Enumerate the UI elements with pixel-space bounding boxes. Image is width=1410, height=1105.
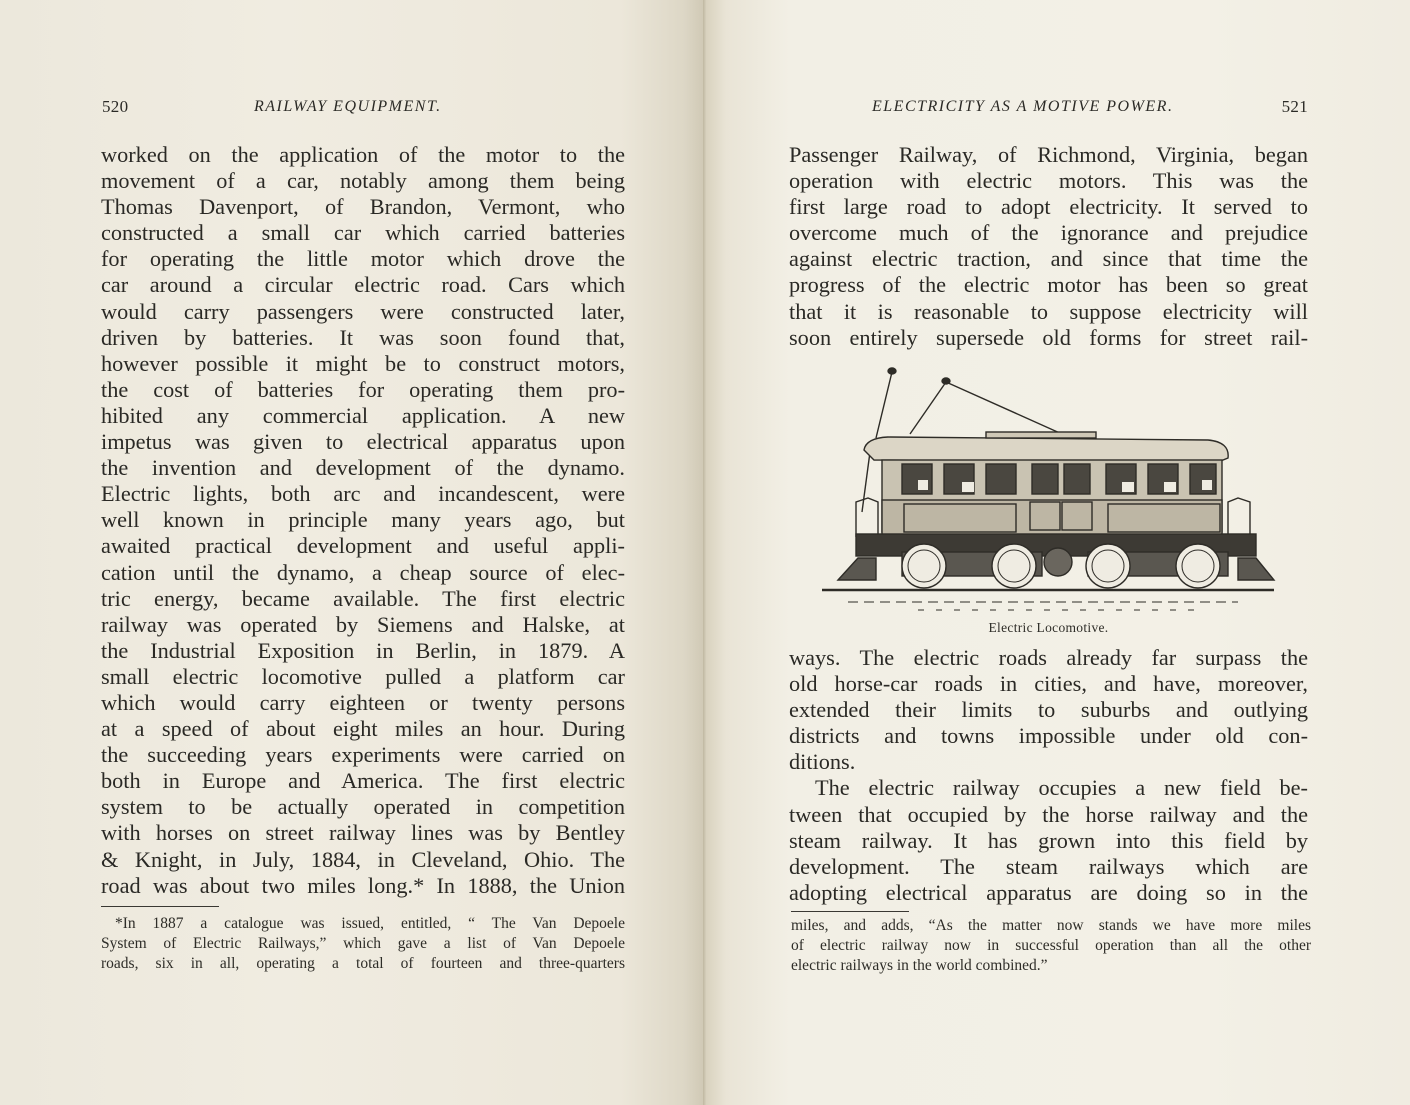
text-line: that it is reasonable to suppose electricity will bbox=[789, 298, 1308, 324]
footnote-line: roads, six in all, operating a total of fourteen and three-quarters bbox=[101, 955, 625, 973]
page-number: 521 bbox=[1281, 97, 1308, 116]
text-line: tween that occupied by the horse railway and the bbox=[789, 801, 1308, 827]
text-line: constructed a small car which carried batteries bbox=[101, 220, 625, 246]
left-body-text bbox=[101, 142, 625, 899]
footnote-divider bbox=[791, 911, 909, 912]
text-line: both in Europe and America. The first electric bbox=[101, 768, 625, 794]
text-line: with horses on street railway lines was by Bentley bbox=[101, 820, 625, 846]
text-line: which would carry eighteen or twenty persons bbox=[101, 689, 625, 715]
text-line: development. The steam railways which are bbox=[789, 853, 1308, 879]
text-line: the succeeding years experiments were carried on bbox=[101, 742, 625, 768]
right-footnote bbox=[791, 916, 1311, 977]
text-line: Passenger Railway, of Richmond, Virginia, began bbox=[789, 142, 1308, 167]
text-line: for operating the little motor which drove the bbox=[101, 246, 625, 272]
figure-caption: Electric Locomotive. bbox=[988, 620, 1109, 635]
text-line: driven by batteries. It was soon found that, bbox=[101, 324, 625, 350]
footnote-line: miles, and adds, “As the matter now stands we have more miles bbox=[791, 917, 1311, 934]
text-line: hibited any commercial application. A new bbox=[101, 402, 625, 428]
book-gutter bbox=[703, 0, 706, 1105]
footnote-line: electric railways in the world combined.” bbox=[791, 957, 1048, 975]
text-line: operation with electric motors. This was the bbox=[789, 168, 1308, 194]
text-line: the invention and development of the dynamo. bbox=[101, 455, 625, 481]
text-line: adopting electrical apparatus are doing so in the bbox=[789, 879, 1308, 905]
text-line: & Knight, in July, 1884, in Cleveland, Ohio. The bbox=[101, 846, 625, 872]
text-line: steam railway. It has grown into this field by bbox=[789, 827, 1308, 853]
text-line: well known in principle many years ago, but bbox=[101, 507, 625, 533]
text-line: tric energy, became available. The first electric bbox=[101, 585, 625, 611]
text-line: movement of a car, notably among them being bbox=[101, 168, 625, 194]
right-body-text-bottom bbox=[789, 645, 1308, 906]
left-running-head bbox=[102, 95, 627, 119]
text-line: the cost of batteries for operating them pro- bbox=[101, 376, 625, 402]
locomotive-icon bbox=[818, 362, 1278, 620]
text-line: awaited practical development and useful appli- bbox=[101, 533, 625, 559]
right-body-text-top bbox=[789, 142, 1308, 351]
left-footnote bbox=[101, 914, 625, 975]
text-line: at a speed of about eight miles an hour. During bbox=[101, 716, 625, 742]
text-line: against electric traction, and since that time the bbox=[789, 246, 1308, 272]
footnote-line: *In 1887 a catalogue was issued, entitled, “ The Van Depoele bbox=[115, 915, 625, 932]
text-line: Electric lights, both arc and incandescent, were bbox=[101, 481, 625, 507]
running-head-title: RAILWAY EQUIPMENT. bbox=[254, 98, 442, 115]
text-line: progress of the electric motor has been so great bbox=[789, 272, 1308, 298]
electric-locomotive-illustration bbox=[818, 362, 1278, 620]
text-line: road was about two miles long.* In 1888, the Union bbox=[101, 872, 625, 898]
text-line: system to be actually operated in competition bbox=[101, 794, 625, 820]
text-line: however possible it might be to construct motors, bbox=[101, 350, 625, 376]
text-line: impetus was given to electrical apparatus upon bbox=[101, 429, 625, 455]
text-line: railway was operated by Siemens and Halske, at bbox=[101, 611, 625, 637]
text-line: soon entirely supersede old forms for street rail- bbox=[789, 324, 1308, 350]
footnote-divider bbox=[101, 906, 219, 907]
text-line: ways. The electric roads already far surpass the bbox=[789, 645, 1308, 670]
footnote-line: System of Electric Railways,” which gave a list of Van Depoele bbox=[101, 935, 625, 953]
page-number: 520 bbox=[102, 97, 129, 116]
text-line: overcome much of the ignorance and prejudice bbox=[789, 220, 1308, 246]
footnote-line: of electric railway now in successful operation than all the other bbox=[791, 937, 1311, 955]
text-line: first large road to adopt electricity. It served to bbox=[789, 194, 1308, 220]
text-line: Thomas Davenport, of Brandon, Vermont, who bbox=[101, 194, 625, 220]
text-line: extended their limits to suburbs and outlying bbox=[789, 697, 1308, 723]
text-line: the Industrial Exposition in Berlin, in 1879. A bbox=[101, 637, 625, 663]
text-line: districts and towns impossible under old con- bbox=[789, 723, 1308, 749]
text-line: worked on the application of the motor to the bbox=[101, 142, 625, 167]
text-line: would carry passengers were constructed later, bbox=[101, 298, 625, 324]
running-head-title: ELECTRICITY AS A MOTIVE POWER. bbox=[872, 98, 1174, 115]
text-line: The electric railway occupies a new field be- bbox=[815, 775, 1308, 801]
text-line: small electric locomotive pulled a platform car bbox=[101, 663, 625, 689]
text-line: car around a circular electric road. Cars which bbox=[101, 272, 625, 298]
text-line: ditions. bbox=[789, 749, 856, 775]
text-line: cation until the dynamo, a cheap source of elec- bbox=[101, 559, 625, 585]
text-line: old horse-car roads in cities, and have, moreover, bbox=[789, 671, 1308, 697]
right-running-head bbox=[790, 95, 1308, 119]
